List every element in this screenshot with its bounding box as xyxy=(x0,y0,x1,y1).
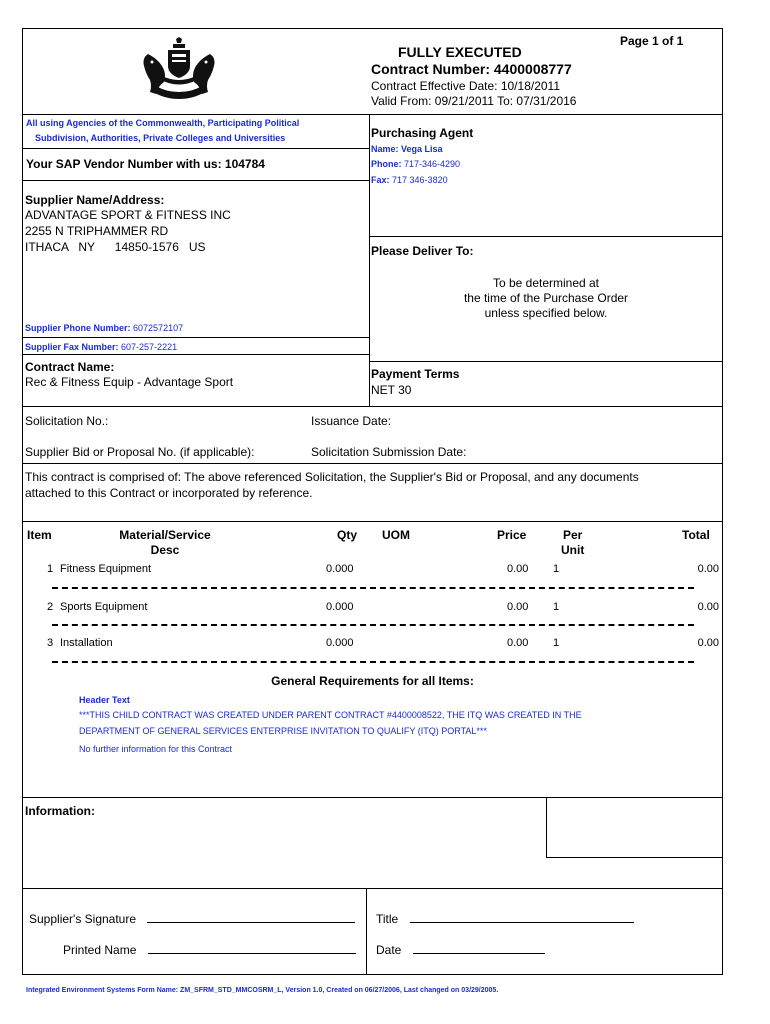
table-row xyxy=(0,601,770,615)
row-per: 1 xyxy=(553,563,560,575)
row-qty: 0.000 xyxy=(326,563,354,575)
divider-supplier-phone xyxy=(22,337,369,338)
information-title: Information: xyxy=(25,804,95,818)
row-total: 0.00 xyxy=(697,637,719,649)
issuance-date: Issuance Date: xyxy=(311,414,392,428)
sap-vendor-number: Your SAP Vendor Number with us: 104784 xyxy=(26,157,265,171)
header-text-title: Header Text xyxy=(79,695,130,705)
divider-contract-name xyxy=(22,406,723,407)
col-header-uom: UOM xyxy=(382,528,410,542)
row-total: 0.00 xyxy=(697,601,719,613)
divider-agent xyxy=(369,236,723,237)
date-label: Date xyxy=(376,943,402,957)
col-header-item: Item xyxy=(27,528,52,542)
agencies-line-2: Subdivision, Authorities, Private Colleges and Universities xyxy=(35,133,286,143)
row-separator xyxy=(52,587,694,589)
phone-label: Phone: xyxy=(371,159,402,169)
date-field[interactable] xyxy=(413,941,545,954)
deliver-line-1: To be determined at xyxy=(492,276,600,290)
divider-top-section xyxy=(22,114,723,115)
supplier-title: Supplier Name/Address: xyxy=(25,193,165,207)
col-header-total: Total xyxy=(682,528,710,542)
general-requirements-title: General Requirements for all Items: xyxy=(271,674,474,688)
supplier-line-2: 2255 N TRIPHAMMER RD xyxy=(25,224,169,238)
divider-vendor xyxy=(22,180,369,181)
table-row xyxy=(0,637,770,651)
supplier-fax xyxy=(25,342,177,352)
payment-terms-value: NET 30 xyxy=(371,383,412,397)
purchasing-agent-name: Name: Vega Lisa xyxy=(371,144,443,154)
contract-effective-date: Contract Effective Date: 10/18/2011 xyxy=(371,79,561,93)
col-header-qty: Qty xyxy=(337,528,358,542)
fax-label: Fax: xyxy=(371,175,390,185)
supplier-phone-value: 6072572107 xyxy=(133,323,184,333)
payment-terms-title: Payment Terms xyxy=(371,367,460,381)
col-header-desc-1: Material/Service xyxy=(119,528,211,542)
divider-signature xyxy=(22,888,723,889)
contract-name-title: Contract Name: xyxy=(25,360,115,374)
comprised-line-1: This contract is comprised of: The above referenced Solicitation, the Supplier's Bid or Proposal, and any documents xyxy=(25,470,639,484)
fax-value: 717 346-3820 xyxy=(392,175,448,185)
divider-middle-vertical xyxy=(369,114,370,406)
header-text-line-2: DEPARTMENT OF GENERAL SERVICES ENTERPRISE INVITATION TO QUALIFY (ITQ) PORTAL*** xyxy=(79,726,487,736)
row-desc: Sports Equipment xyxy=(60,601,148,613)
supplier-signature-row xyxy=(29,910,355,926)
col-header-price: Price xyxy=(497,528,527,542)
printed-name-field[interactable] xyxy=(148,941,356,954)
printed-name-row xyxy=(63,941,356,957)
row-desc: Fitness Equipment xyxy=(60,563,152,575)
solicitation-no: Solicitation No.: xyxy=(25,414,109,428)
title-row xyxy=(376,910,634,926)
agencies-line-1: All using Agencies of the Commonwealth, Participating Political xyxy=(26,118,300,128)
contract-name-value: Rec & Fitness Equip - Advantage Sport xyxy=(25,375,234,389)
row-separator xyxy=(52,661,694,663)
divider-deliver xyxy=(369,361,723,362)
col-header-per-2: Unit xyxy=(561,543,585,557)
divider-information-right xyxy=(546,857,723,858)
deliver-line-2: the time of the Purchase Order xyxy=(463,291,629,305)
comprised-line-2: attached to this Contract or incorporated by reference. xyxy=(25,486,313,500)
pennsylvania-seal-icon xyxy=(138,36,220,100)
supplier-line-3: ITHACA NY 14850-1576 US xyxy=(25,240,206,254)
row-price: 0.00 xyxy=(507,563,529,575)
contract-number: Contract Number: 4400008777 xyxy=(371,61,572,77)
supplier-phone xyxy=(25,323,183,333)
supplier-fax-value: 607-257-2221 xyxy=(121,342,178,352)
divider-solicitation xyxy=(22,463,723,464)
submission-date: Solicitation Submission Date: xyxy=(311,445,467,459)
row-qty: 0.000 xyxy=(326,601,354,613)
header-text-line-1: ***THIS CHILD CONTRACT WAS CREATED UNDER PARENT CONTRACT #4400008522, THE ITQ WAS CREATED IN THE xyxy=(79,710,582,720)
row-per: 1 xyxy=(553,637,560,649)
row-per: 1 xyxy=(553,601,560,613)
supplier-signature-label: Supplier's Signature xyxy=(29,912,137,926)
row-price: 0.00 xyxy=(507,637,529,649)
row-desc: Installation xyxy=(60,637,113,649)
printed-name-label: Printed Name xyxy=(63,943,137,957)
divider-comprised xyxy=(22,521,723,522)
supplier-signature-field[interactable] xyxy=(147,910,355,923)
title-field[interactable] xyxy=(410,910,634,923)
supplier-phone-label: Supplier Phone Number: xyxy=(25,323,131,333)
col-header-desc-2: Desc xyxy=(150,543,180,557)
supplier-fax-label: Supplier Fax Number: xyxy=(25,342,119,352)
divider-agencies xyxy=(22,148,369,149)
purchasing-agent-fax xyxy=(371,175,448,185)
footer-form-name: Integrated Environment Systems Form Name: ZM_SFRM_STD_MMCOSRM_L, Version 1.0, Created on 06/27/2006, Last changed on 03/29/2005. xyxy=(26,987,499,994)
table-row xyxy=(0,563,770,577)
purchasing-agent-title: Purchasing Agent xyxy=(371,126,474,140)
page-label: Page 1 of 1 xyxy=(620,34,684,48)
title-label: Title xyxy=(376,912,399,926)
row-item: 2 xyxy=(47,601,54,613)
phone-value: 717-346-4290 xyxy=(404,159,461,169)
divider-information-vertical xyxy=(546,797,547,857)
row-separator xyxy=(52,624,694,626)
divider-supplier-fax xyxy=(22,354,369,355)
no-further-information: No further information for this Contract xyxy=(79,744,233,754)
date-row xyxy=(376,941,545,957)
col-header-per-1: Per xyxy=(563,528,583,542)
row-total: 0.00 xyxy=(697,563,719,575)
deliver-to-title: Please Deliver To: xyxy=(371,244,474,258)
valid-dates: Valid From: 09/21/2011 To: 07/31/2016 xyxy=(371,94,577,108)
supplier-bid-number: Supplier Bid or Proposal No. (if applicable): xyxy=(25,445,255,459)
divider-signature-vertical xyxy=(366,888,367,975)
divider-information xyxy=(22,797,723,798)
row-price: 0.00 xyxy=(507,601,529,613)
purchasing-agent-phone xyxy=(371,159,460,169)
row-item: 3 xyxy=(47,637,54,649)
row-qty: 0.000 xyxy=(326,637,354,649)
supplier-line-1: ADVANTAGE SPORT & FITNESS INC xyxy=(25,208,231,222)
row-item: 1 xyxy=(47,563,54,575)
status-fully-executed: FULLY EXECUTED xyxy=(398,44,522,60)
deliver-line-3: unless specified below. xyxy=(484,306,608,320)
